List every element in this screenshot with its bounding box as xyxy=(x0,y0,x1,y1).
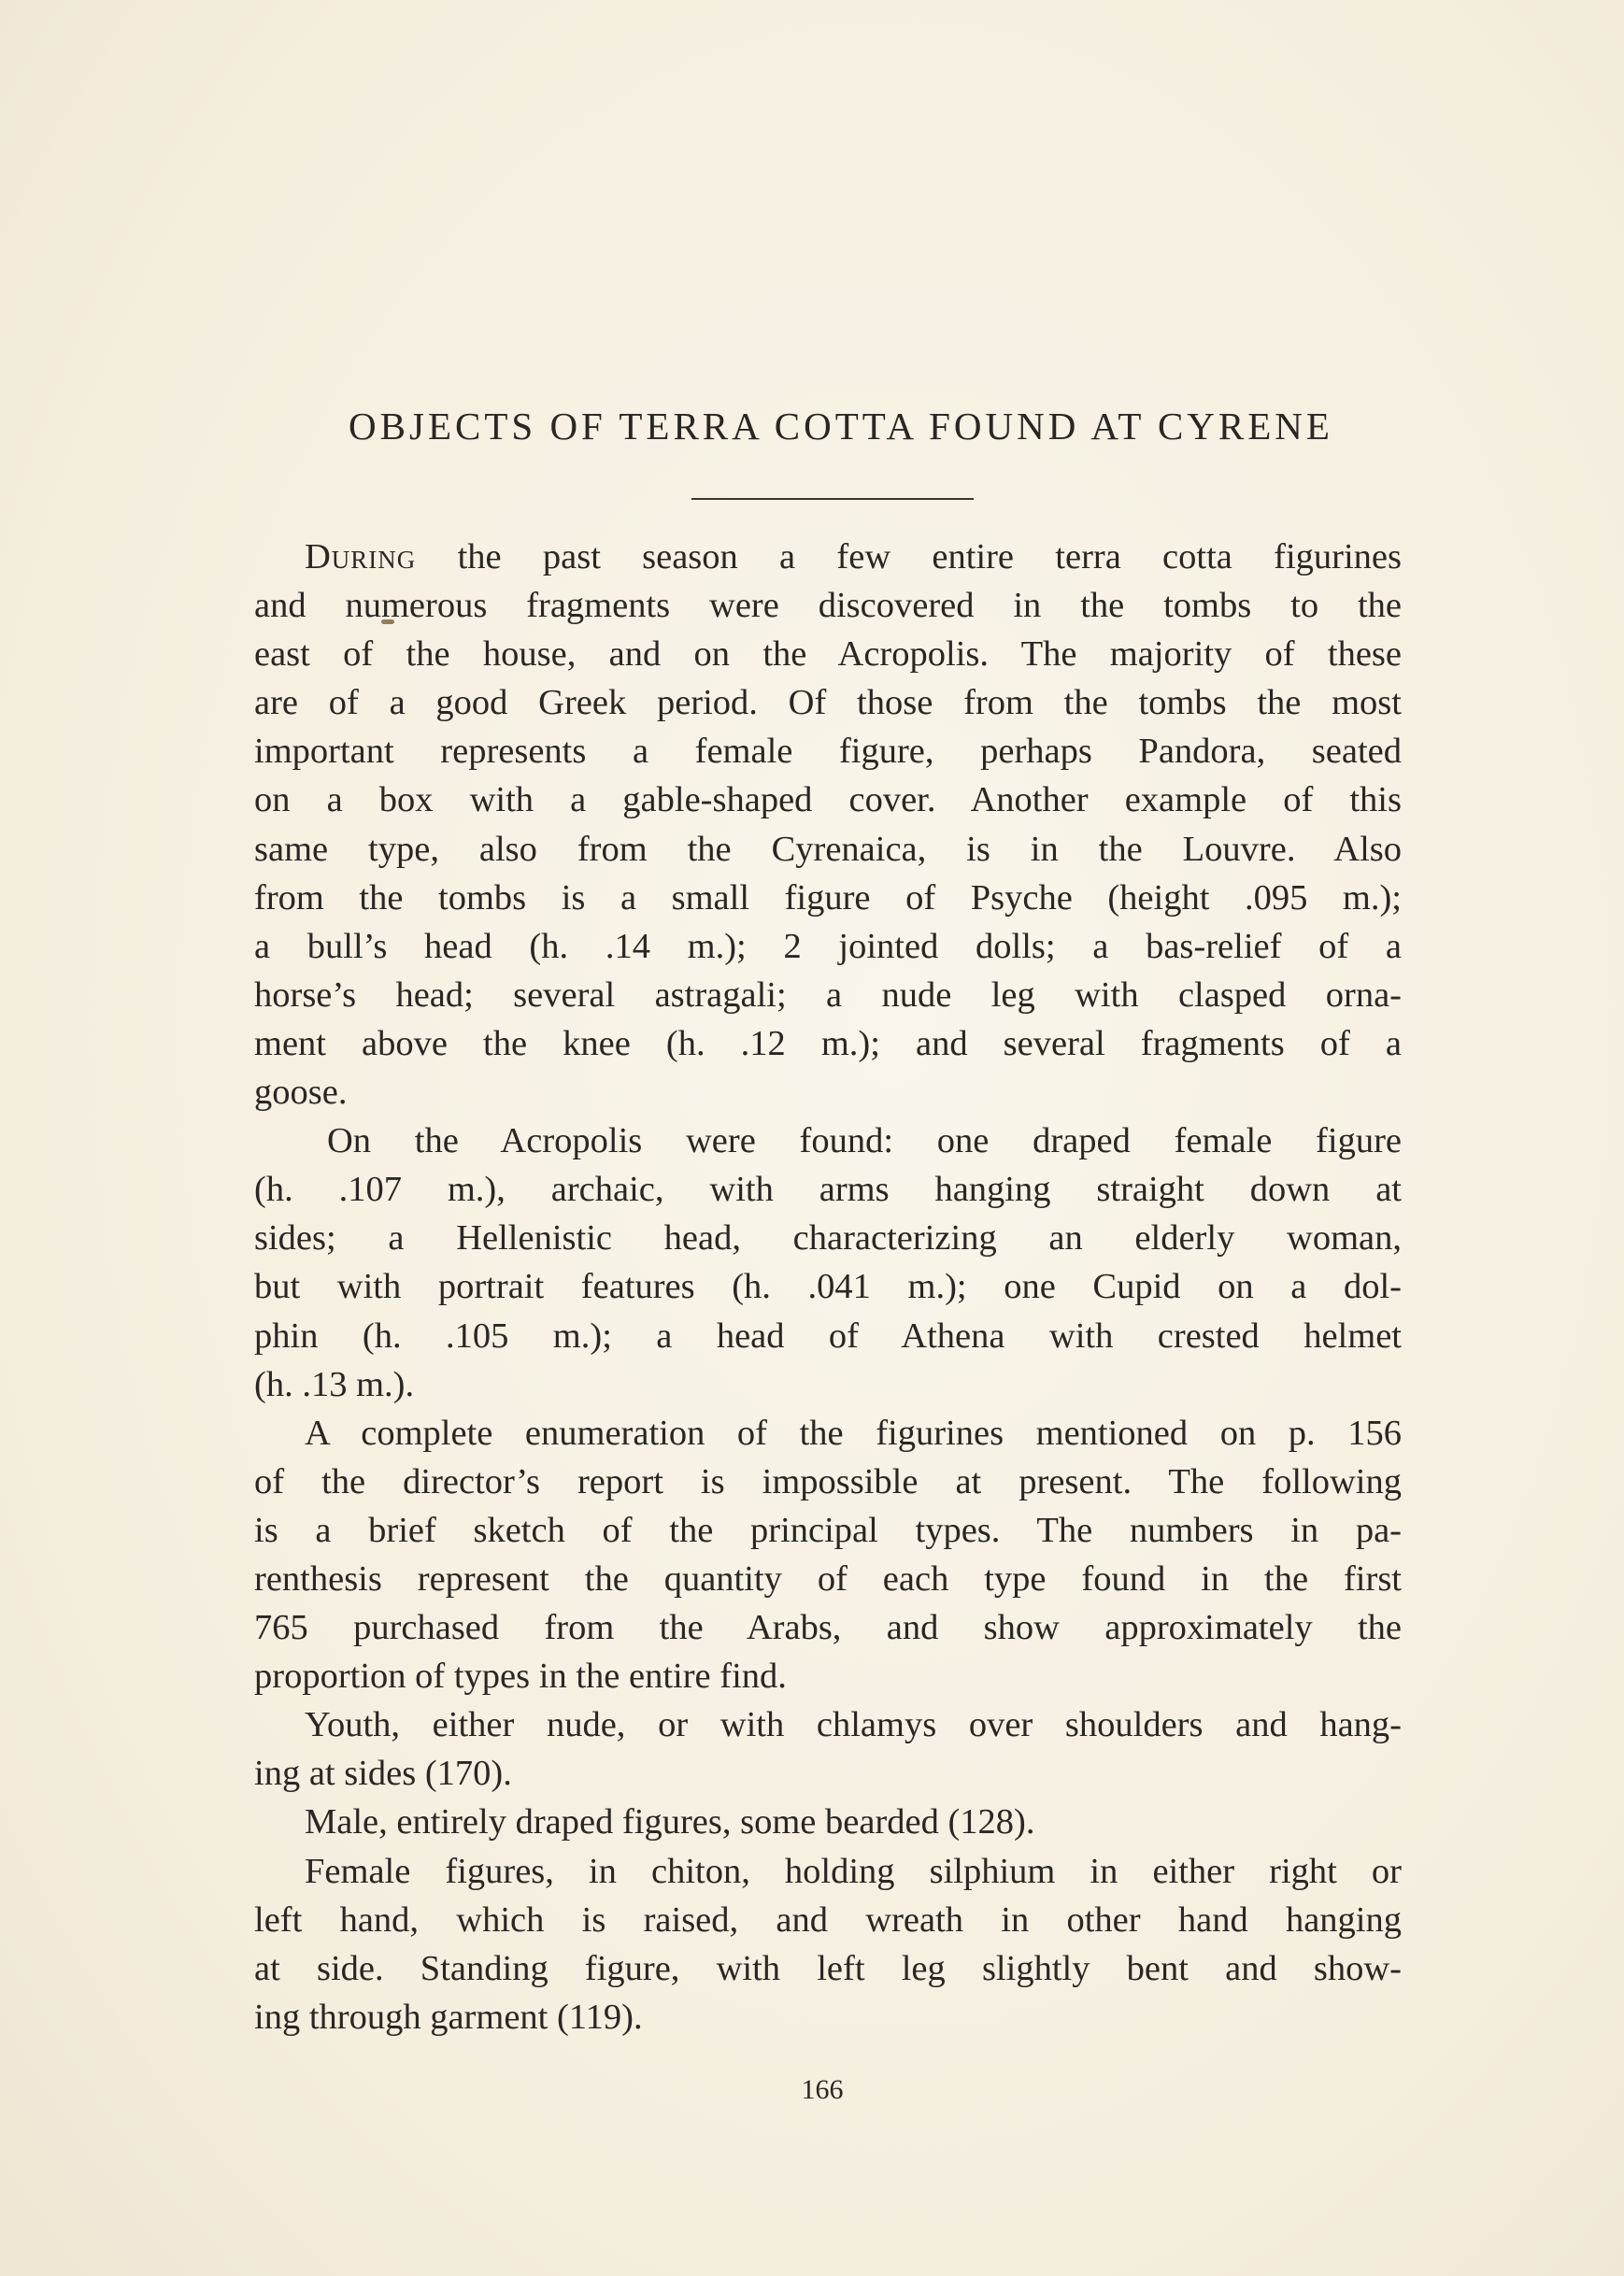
paragraph-4 xyxy=(254,1700,1402,1798)
text-line: ment above the knee (h. .12 m.); and several fragments of a xyxy=(254,1023,1402,1063)
text-line: Youth, either nude, or with chlamys over shoulders and hang- xyxy=(305,1705,1402,1745)
text-line: same type, also from the Cyrenaica, is in the Louvre. Also xyxy=(254,829,1402,869)
page-title: OBJECTS OF TERRA COTTA FOUND AT CYRENE xyxy=(349,405,1333,448)
text-line: are of a good Greek period. Of those from the tombs the most xyxy=(254,683,1402,723)
text-line: left hand, which is raised, and wreath in other hand hanging xyxy=(254,1899,1402,1940)
text-line: sides; a Hellenistic head, characterizing an elderly woman, xyxy=(254,1218,1402,1259)
text-line: 765 purchased from the Arabs, and show approximately the xyxy=(254,1608,1402,1648)
page-number: 166 xyxy=(801,2074,844,2105)
text-line xyxy=(254,533,1402,581)
text-line: Male, entirely draped figures, some bearded (128). xyxy=(305,1802,1035,1842)
text-line: (h. .13 m.). xyxy=(254,1364,415,1404)
body-text xyxy=(254,533,1402,2041)
paragraph-3 xyxy=(254,1409,1402,1701)
text-line: but with portrait features (h. .041 m.); one Cupid on a dol- xyxy=(254,1267,1402,1307)
text-line: horse’s head; several astragali; a nude leg with clasped orna- xyxy=(254,974,1402,1015)
text-line: Female figures, in chiton, holding silphium in either right or xyxy=(305,1851,1402,1891)
text-line: On the Acropolis were found: one draped female figure xyxy=(327,1121,1402,1161)
text-line: (h. .107 m.), archaic, with arms hanging straight down at xyxy=(254,1170,1402,1210)
text-line: on a box with a gable-shaped cover. Another example of this xyxy=(254,780,1402,820)
text-line: east of the house, and on the Acropolis. The majority of these xyxy=(254,634,1402,675)
text-line-rest: the past season a few entire terra cotta figurines xyxy=(416,537,1402,576)
text-line: at side. Standing figure, with left leg slightly bent and show- xyxy=(254,1948,1402,1988)
paragraph-2 xyxy=(254,1117,1402,1409)
text-line: proportion of types in the entire find. xyxy=(254,1657,787,1697)
text-line: of the director’s report is impossible at present. The following xyxy=(254,1461,1402,1501)
paragraph-5 xyxy=(254,1798,1402,1846)
text-line: is a brief sketch of the principal types. The numbers in pa- xyxy=(254,1510,1402,1550)
text-line: and numerous fragments were discovered in the tombs to the xyxy=(254,586,1402,626)
text-line: renthesis represent the quantity of each type found in the first xyxy=(254,1558,1402,1599)
text-line: a bull’s head (h. .14 m.); 2 jointed dolls; a bas-relief of a xyxy=(254,926,1402,966)
text-line: A complete enumeration of the figurines mentioned on p. 156 xyxy=(305,1413,1402,1453)
text-line: phin (h. .105 m.); a head of Athena with crested helmet xyxy=(254,1316,1402,1356)
title-rule xyxy=(691,498,974,500)
text-line: important represents a female figure, perhaps Pandora, seated xyxy=(254,732,1402,772)
paragraph-6 xyxy=(254,1847,1402,2041)
text-line: ing at sides (170). xyxy=(254,1754,512,1794)
paragraph-1 xyxy=(254,533,1402,1117)
dropcap-word: During xyxy=(305,537,417,576)
text-line: goose. xyxy=(254,1073,348,1113)
text-line: from the tombs is a small figure of Psyche (height .095 m.); xyxy=(254,877,1402,918)
text-line: ing through garment (119). xyxy=(254,1997,643,2037)
